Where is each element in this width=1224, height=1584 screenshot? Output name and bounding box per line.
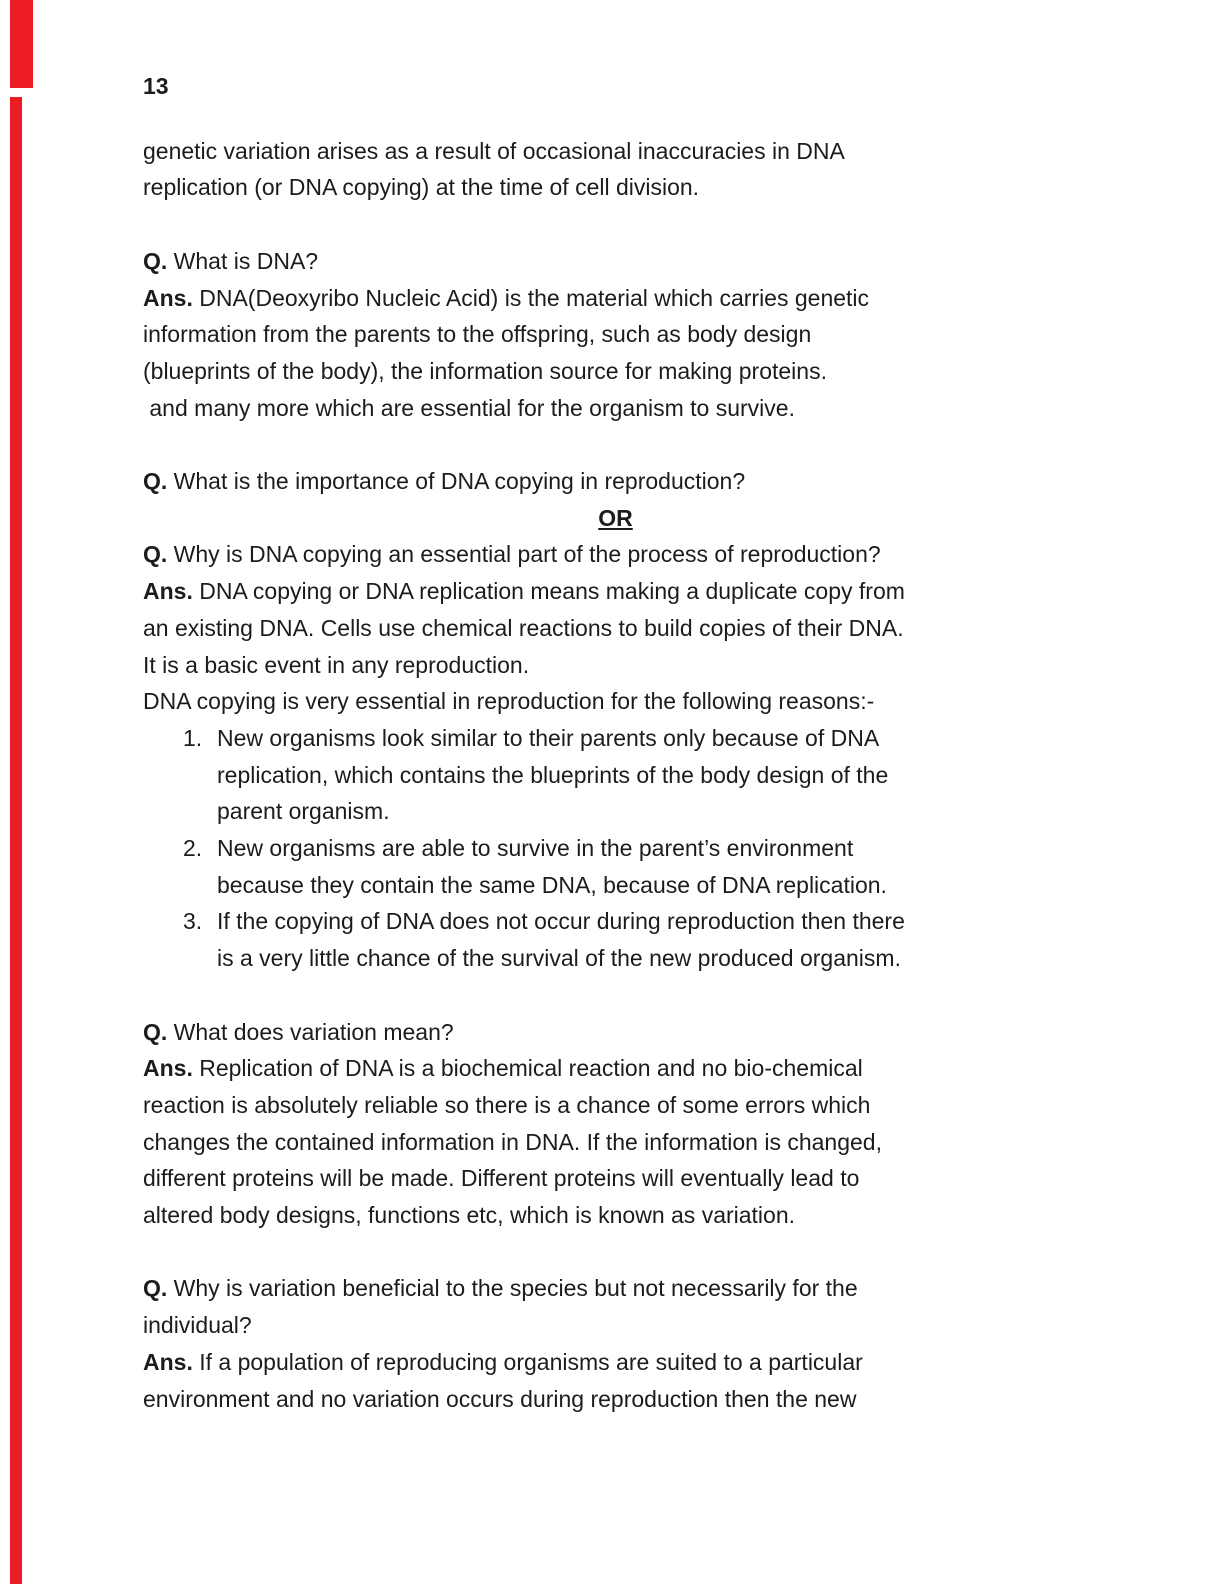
answer-line: an existing DNA. Cells use chemical reactions to build copies of their DNA.: [143, 614, 904, 641]
list-number: 1.: [183, 724, 203, 751]
answer-line: DNA copying is very essential in reproduction for the following reasons:-: [143, 688, 875, 715]
question-dna-copying-importance: Q. What is the importance of DNA copying in reproduction?: [143, 468, 746, 494]
list-item: 3. If the copying of DNA does not occur during reproduction then there: [143, 903, 1088, 940]
or-separator: OR: [598, 504, 633, 531]
q-label: Q.: [143, 1018, 168, 1045]
q-label: Q.: [143, 247, 168, 274]
answer-line: information from the parents to the offspring, such as body design: [143, 321, 812, 348]
page-content: [143, 68, 1088, 1417]
list-number: 2.: [183, 835, 203, 862]
question-variation-beneficial: Q. Why is variation beneficial to the species but not necessarily for the: [143, 1275, 858, 1302]
intro-line: replication (or DNA copying) at the time of cell division.: [143, 174, 700, 201]
q-label: Q.: [143, 468, 168, 494]
answer-line: It is a basic event in any reproduction.: [143, 651, 530, 678]
list-item-continuation: parent organism.: [217, 798, 390, 825]
question-continuation: individual?: [143, 1312, 252, 1339]
list-item: 1. New organisms look similar to their parents only because of DNA: [143, 720, 1088, 757]
answer-line: reaction is absolutely reliable so there is a chance of some errors which: [143, 1091, 871, 1118]
blank-line: [143, 1234, 1088, 1271]
blank-line: [143, 206, 1088, 243]
ans-label: Ans.: [143, 1055, 193, 1082]
answer-line: altered body designs, functions etc, which is known as variation.: [143, 1202, 796, 1229]
q-label: Q.: [143, 541, 168, 568]
page-number: 13: [143, 73, 169, 99]
question-what-is-dna: Q. What is DNA?: [143, 247, 319, 274]
question-dna-copying-essential: Q. Why is DNA copying an essential part of the process of reproduction?: [143, 541, 881, 568]
answer-line: environment and no variation occurs during reproduction then the new: [143, 1385, 857, 1412]
ans-label: Ans.: [143, 578, 193, 605]
red-edge-mark-top: [10, 0, 33, 88]
answer-line: changes the contained information in DNA. If the information is changed,: [143, 1128, 882, 1155]
ans-label: Ans.: [143, 1348, 193, 1375]
answer-line: Ans. If a population of reproducing organisms are suited to a particular: [143, 1348, 863, 1375]
answer-line: (blueprints of the body), the information source for making proteins.: [143, 357, 827, 384]
answer-line: different proteins will be made. Different proteins will eventually lead to: [143, 1165, 860, 1192]
answer-line: Ans. DNA(Deoxyribo Nucleic Acid) is the material which carries genetic: [143, 284, 870, 311]
list-item-continuation: because they contain the same DNA, because of DNA replication.: [217, 871, 887, 898]
answer-line: Ans. Replication of DNA is a biochemical reaction and no bio-chemical: [143, 1055, 863, 1082]
blank-line: [143, 426, 1088, 463]
list-number: 3.: [183, 908, 203, 935]
ans-label: Ans.: [143, 284, 193, 311]
q-label: Q.: [143, 1275, 168, 1302]
list-item: 2. New organisms are able to survive in the parent’s environment: [143, 830, 1088, 867]
red-edge-stripe: [10, 97, 22, 1584]
question-variation-mean: Q. What does variation mean?: [143, 1018, 454, 1045]
list-item-continuation: is a very little chance of the survival of the new produced organism.: [217, 945, 901, 972]
answer-line: and many more which are essential for the organism to survive.: [143, 394, 795, 421]
answer-line: Ans. DNA copying or DNA replication means making a duplicate copy from: [143, 578, 905, 605]
list-item-continuation: replication, which contains the blueprints of the body design of the: [217, 761, 889, 788]
intro-line: genetic variation arises as a result of occasional inaccuracies in DNA: [143, 137, 845, 164]
blank-line: [143, 977, 1088, 1014]
